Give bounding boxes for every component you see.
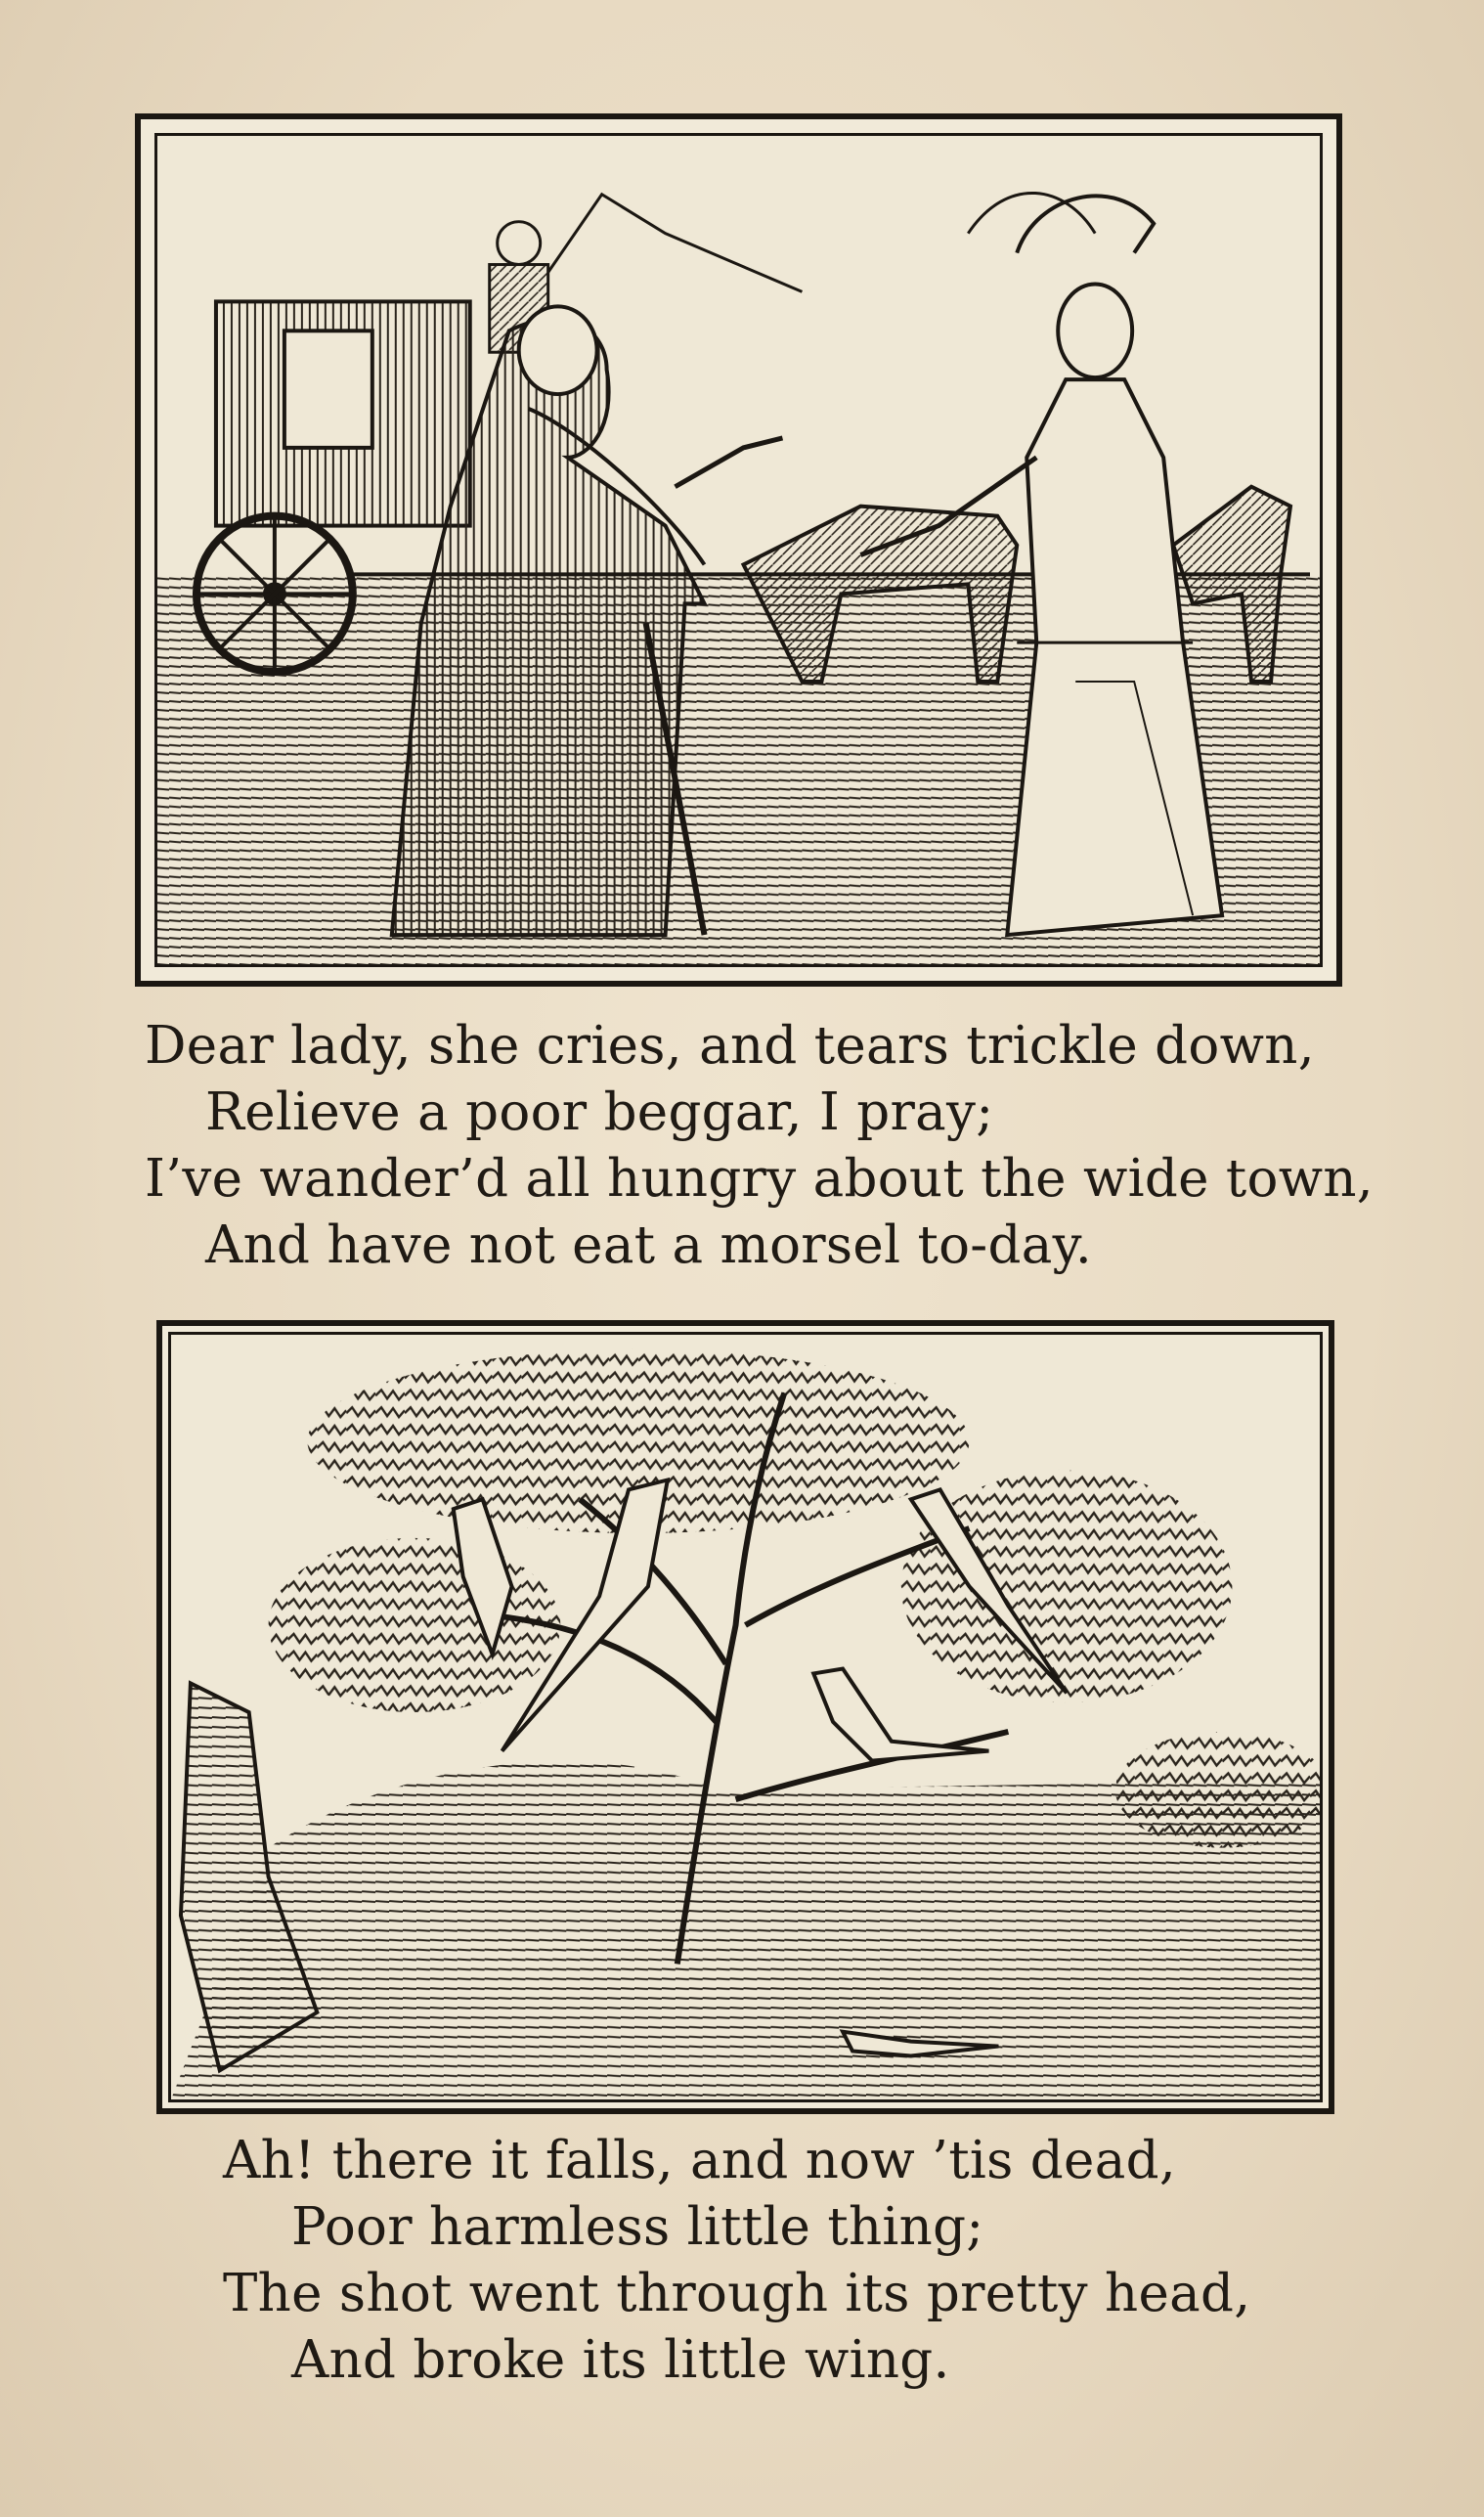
beggar-scene-drawing [157, 136, 1320, 964]
illustration-frame [154, 133, 1323, 967]
verse-line: Ah! there it falls, and now ’tis dead, [223, 2131, 1176, 2190]
verse-line: The shot went through its pretty head, [223, 2264, 1251, 2323]
illustration-frame [168, 1332, 1323, 2102]
birds-tree-drawing [171, 1335, 1320, 2099]
verse-line: I’ve wander’d all hungry about the wide town, [145, 1149, 1374, 1209]
birds-woodcut-illustration [156, 1320, 1334, 2114]
verse-line: Dear lady, she cries, and tears trickle down, [145, 1016, 1315, 1076]
verse-line: And broke its little wing. [291, 2330, 950, 2390]
verse-line: And have not eat a morsel to-day. [205, 1215, 1092, 1275]
beggar-woodcut-illustration [135, 113, 1342, 987]
verse-line: Poor harmless little thing; [291, 2197, 984, 2257]
verse-line: Relieve a poor beggar, I pray; [205, 1082, 994, 1142]
second-verse [223, 2128, 1250, 2394]
first-verse [145, 1013, 1374, 1279]
